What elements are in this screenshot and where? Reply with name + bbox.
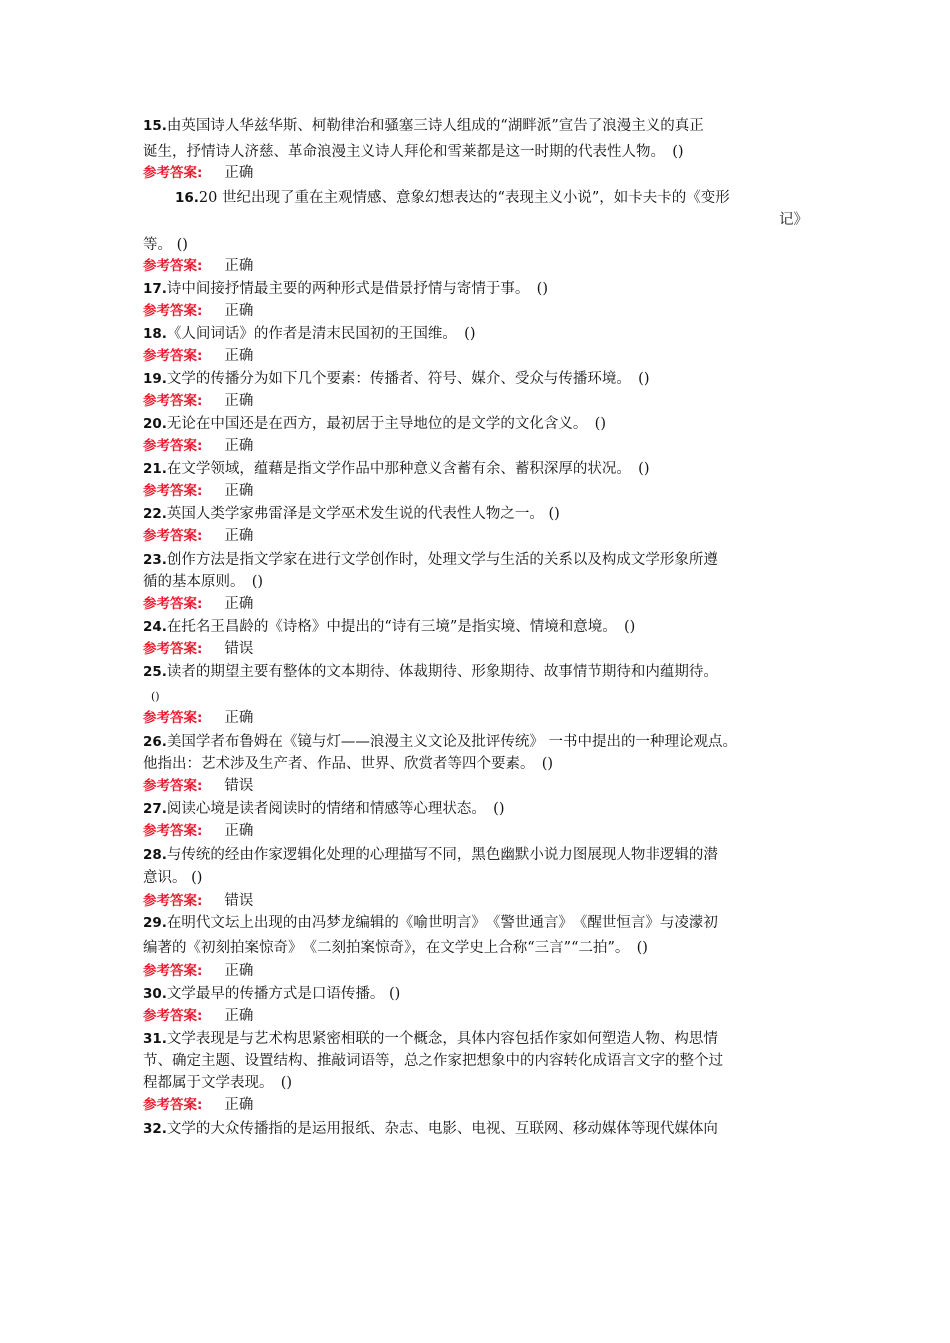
question-text: 《人间词话》的作者是清末民国初的王国维。 (): [166, 326, 476, 342]
answer-row: [143, 164, 808, 182]
question-number: 19.: [143, 371, 167, 387]
answer-value: 正确: [224, 393, 254, 409]
answer-label: 参考答案:: [143, 1008, 203, 1024]
answer-label: 参考答案:: [143, 963, 203, 979]
question-number: 21.: [143, 461, 167, 477]
answer-value: 正确: [224, 165, 254, 181]
question-text: 文学最早的传播方式是口语传播。 (): [166, 986, 401, 1002]
answer-row: [143, 709, 808, 727]
answer-row: [143, 777, 808, 795]
question-25: [143, 663, 808, 681]
question-text-line: 编著的《初刻拍案惊奇》 《二刻拍案惊奇》，在文学史上合称“三言”“二拍”。 (): [143, 940, 648, 956]
question-32: [143, 1120, 808, 1138]
question-text-line: 循的基本原则。 (): [143, 574, 264, 590]
question-text-line: 程都属于文学表现。 (): [143, 1075, 293, 1091]
question-text: 无论在中国还是在西方，最初居于主导地位的是文学的文化含义。 (): [166, 416, 606, 432]
question-text: 美国学者布鲁姆在《镜与灯——浪漫主义文论及批评传统》 一书中提出的一种理论观点。: [166, 734, 738, 750]
answer-row: [143, 437, 808, 455]
question-number: 25.: [143, 664, 167, 680]
answer-row: [143, 482, 808, 500]
question-text: 英国人类学家弗雷泽是文学巫术发生说的代表性人物之一。 (): [166, 506, 560, 522]
question-text: 阅读心境是读者阅读时的情绪和情感等心理状态。 (): [166, 801, 505, 817]
answer-value: 正确: [224, 963, 254, 979]
question-text-line: 等。 (): [143, 237, 188, 253]
answer-label: 参考答案:: [143, 596, 203, 612]
question-number: 28.: [143, 847, 167, 863]
question-number: 15.: [143, 118, 167, 134]
answer-row: [143, 392, 808, 410]
question-text: 文学的大众传播指的是运用报纸、杂志、电影、电视、互联网、移动媒体等现代媒体向: [166, 1121, 718, 1137]
answer-row: [143, 347, 808, 365]
question-text-line: 诞生，抒情诗人济慈、革命浪漫主义诗人拜伦和雪莱都是这一时期的代表性人物。 (): [143, 144, 684, 160]
answer-label: 参考答案:: [143, 393, 203, 409]
answer-value: 错误: [224, 778, 254, 794]
answer-value: 正确: [224, 483, 254, 499]
question-number: 18.: [143, 326, 167, 342]
answer-row: [143, 527, 808, 545]
question-text: 文学表现是与艺术构思紧密相联的一个概念，具体内容包括作家如何塑造人物、构思情: [166, 1031, 718, 1047]
question-number: 32.: [143, 1121, 167, 1137]
answer-value: 正确: [224, 438, 254, 454]
question-29: [143, 914, 808, 932]
question-text: 在托名王昌龄的《诗格》中提出的“诗有三境”是指实境、情境和意境。 (): [166, 619, 636, 635]
question-number: 30.: [143, 986, 167, 1002]
answer-row: [143, 640, 808, 658]
answer-row: [143, 257, 808, 275]
question-31: [143, 1030, 808, 1048]
question-text: 在文学领域，蕴藉是指文学作品中那种意义含蓄有余、蓄积深厚的状况。 (): [166, 461, 650, 477]
answer-label: 参考答案:: [143, 1097, 203, 1113]
question-number: 16.: [175, 190, 199, 206]
question-30: [143, 985, 808, 1003]
question-28: [143, 846, 808, 864]
question-number: 27.: [143, 801, 167, 817]
question-text-line: 记》: [779, 212, 808, 228]
question-number: 23.: [143, 552, 167, 568]
answer-row: [143, 962, 808, 980]
answer-label: 参考答案:: [143, 258, 203, 274]
question-27: [143, 800, 808, 818]
answer-value: 错误: [224, 641, 254, 657]
answer-value: 正确: [224, 258, 254, 274]
question-text-line: 节、确定主题、设置结构、推敲词语等，总之作家把想象中的内容转化成语言文字的整个过: [143, 1053, 723, 1069]
question-text: 在明代文坛上出现的由冯梦龙编辑的《喻世明言》 《警世通言》 《醒世恒言》与凌濛初: [166, 915, 718, 931]
answer-label: 参考答案:: [143, 641, 203, 657]
question-23: [143, 551, 808, 569]
question-17: [143, 280, 808, 298]
answer-label: 参考答案:: [143, 528, 203, 544]
question-number: 17.: [143, 281, 167, 297]
question-19: [143, 370, 808, 388]
question-text-line: 意识。 (): [143, 870, 203, 886]
answer-label: 参考答案:: [143, 348, 203, 364]
answer-row: [143, 302, 808, 320]
question-text: 由英国诗人华兹华斯、柯勒律治和骚塞三诗人组成的“湖畔派”宣告了浪漫主义的真正: [166, 118, 704, 134]
answer-label: 参考答案:: [143, 893, 203, 909]
answer-row: [143, 892, 808, 910]
question-text: 文学的传播分为如下几个要素：传播者、符号、媒介、受众与传播环境。 (): [166, 371, 650, 387]
answer-value: 错误: [224, 893, 254, 909]
question-text-line: (): [151, 690, 160, 703]
answer-value: 正确: [224, 596, 254, 612]
question-number: 22.: [143, 506, 167, 522]
question-26: [143, 733, 808, 751]
answer-value: 正确: [224, 1097, 254, 1113]
answer-label: 参考答案:: [143, 778, 203, 794]
question-16: [175, 189, 808, 207]
answer-row: [143, 595, 808, 613]
question-15: [143, 117, 808, 135]
question-number: 31.: [143, 1031, 167, 1047]
question-text: 与传统的经由作家逻辑化处理的心理描写不同，黑色幽默小说力图展现人物非逻辑的潜: [166, 847, 718, 863]
answer-row: [143, 822, 808, 840]
question-text: 诗中间接抒情最主要的两种形式是借景抒情与寄情于事。 (): [166, 281, 548, 297]
answer-label: 参考答案:: [143, 438, 203, 454]
question-22: [143, 505, 808, 523]
question-number: 26.: [143, 734, 167, 750]
question-20: [143, 415, 808, 433]
answer-label: 参考答案:: [143, 823, 203, 839]
answer-label: 参考答案:: [143, 303, 203, 319]
question-number: 24.: [143, 619, 167, 635]
question-text: 读者的期望主要有整体的文本期待、体裁期待、形象期待、故事情节期待和内蕴期待。: [166, 664, 718, 680]
answer-value: 正确: [224, 1008, 254, 1024]
question-number: 29.: [143, 915, 167, 931]
question-text: 创作方法是指文学家在进行文学创作时，处理文学与生活的关系以及构成文学形象所遵: [166, 552, 718, 568]
question-number: 20.: [143, 416, 167, 432]
answer-value: 正确: [224, 348, 254, 364]
question-24: [143, 618, 808, 636]
answer-value: 正确: [224, 823, 254, 839]
answer-row: [143, 1007, 808, 1025]
answer-value: 正确: [224, 710, 254, 726]
answer-label: 参考答案:: [143, 165, 203, 181]
answer-row: [143, 1096, 808, 1114]
question-text-line: 他指出：艺术涉及生产者、作品、世界、欣赏者等四个要素。 (): [143, 756, 554, 772]
question-text: 20 世纪出现了重在主观情感、意象幻想表达的“表现主义小说”，如卡夫卡的《变形: [198, 190, 730, 206]
answer-value: 正确: [224, 303, 254, 319]
answer-value: 正确: [224, 528, 254, 544]
question-18: [143, 325, 808, 343]
answer-label: 参考答案:: [143, 710, 203, 726]
answer-label: 参考答案:: [143, 483, 203, 499]
question-21: [143, 460, 808, 478]
